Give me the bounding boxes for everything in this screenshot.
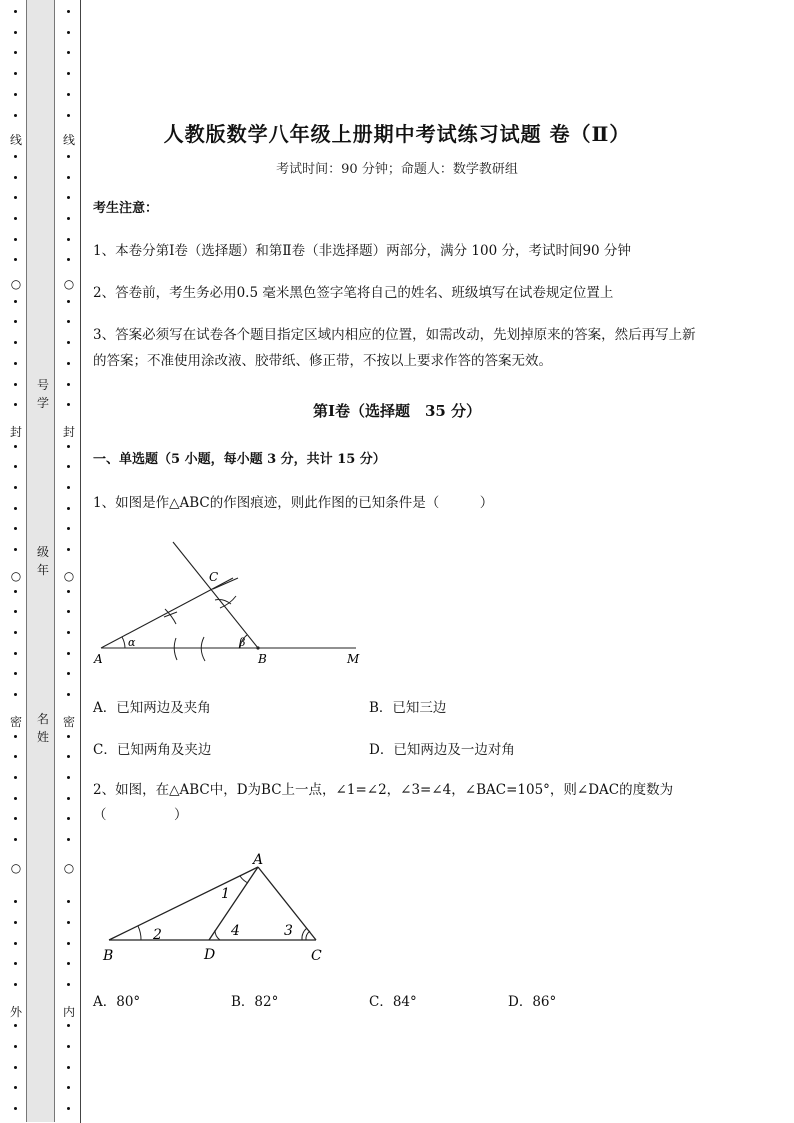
cut-line-dot (67, 527, 70, 530)
cut-line-dot (67, 258, 70, 261)
q1-label-a: A (94, 652, 103, 666)
inner-mark-line: 线 (62, 133, 75, 147)
cut-line-dot (14, 196, 17, 199)
q1-option-b[interactable]: B．已知三边 (369, 700, 447, 716)
cut-line-dot (14, 983, 17, 986)
q1-figure (90, 538, 380, 673)
cut-line-dot (14, 838, 17, 841)
cut-line-dot (67, 652, 70, 655)
section-title: 第Ⅰ卷（选择题 35 分） (312, 402, 482, 420)
outer-mark-secret: 密 (9, 715, 22, 729)
q2-label-b: B (103, 948, 114, 964)
cut-line-dot (67, 1107, 70, 1110)
cut-line-dot (14, 1045, 17, 1048)
outer-mark-circle: ○ (10, 861, 22, 875)
cut-line-dot (67, 942, 70, 945)
q2-label-angle-3: 3 (284, 923, 293, 939)
notice-item-1: 1、本卷分第Ⅰ卷（选择题）和第Ⅱ卷（非选择题）两部分，满分 100 分，考试时间90 分钟 (93, 243, 631, 259)
cut-line-dot (14, 51, 17, 54)
q1-option-c[interactable]: C．已知两角及夹边 (93, 742, 212, 758)
cut-line-dot (67, 693, 70, 696)
cut-line-dot (67, 1045, 70, 1048)
notice-item-3-cont: 的答案；不准使用涂改液、胶带纸、修正带，不按以上要求作答的答案无效。 (93, 353, 552, 369)
outer-mark-outside: 外 (9, 1005, 22, 1019)
cut-line-dot (67, 735, 70, 738)
cut-line-dot (67, 238, 70, 241)
cut-line-dot (67, 507, 70, 510)
inner-mark-circle: ○ (63, 277, 75, 291)
cut-line-dot (67, 776, 70, 779)
cut-line-dot (67, 548, 70, 551)
cut-line-dot (14, 652, 17, 655)
cut-line-dot (67, 797, 70, 800)
cut-line-dot (14, 217, 17, 220)
cut-line-dot (67, 983, 70, 986)
cut-line-dot (67, 72, 70, 75)
cut-line-dot (14, 320, 17, 323)
q2-label-c: C (311, 948, 322, 964)
notice-heading: 考生注意： (93, 201, 159, 216)
cut-line-dot (14, 507, 17, 510)
q2-stem: 2、如图，在△ABC中，D为BC上一点，∠1=∠2，∠3=∠4，∠BAC=105°，则∠DAC的度数为 (93, 782, 674, 798)
inner-mark-seal: 封 (62, 425, 75, 439)
notice-item-3: 3、答案必须写在试卷各个题目指定区域内相应的位置，如需改动，先划掉原来的答案，然后再写上新 (93, 327, 696, 343)
cut-line-dot (67, 31, 70, 34)
q2-label-angle-2: 2 (153, 927, 162, 943)
cut-line-dot (14, 735, 17, 738)
cut-line-dot (67, 921, 70, 924)
cut-line-dot (14, 527, 17, 530)
cut-line-dot (14, 31, 17, 34)
cut-line-dot (67, 755, 70, 758)
cut-line-dot (14, 942, 17, 945)
cut-line-dot (14, 1086, 17, 1089)
notice-item-2: 2、答卷前，考生务必用0.5 毫米黑色签字笔将自己的姓名、班级填写在试卷规定位置上 (93, 285, 614, 301)
inner-mark-inside: 内 (62, 1005, 75, 1019)
cut-line-dot (14, 1024, 17, 1027)
cut-line-dot (14, 693, 17, 696)
cut-line-dot (67, 300, 70, 303)
exam-subtitle: 考试时间：90 分钟；命题人：数学教研组 (276, 162, 518, 177)
cut-line-dot (14, 486, 17, 489)
cut-line-dot (14, 900, 17, 903)
field-class: 级年 (36, 545, 49, 577)
cut-line-dot (14, 258, 17, 261)
cut-line-dot (67, 93, 70, 96)
cut-line-dot (67, 465, 70, 468)
cut-line-dot (67, 1066, 70, 1069)
q1-label-beta: β (239, 636, 246, 649)
cut-line-dot (14, 1066, 17, 1069)
outer-mark-circle: ○ (10, 569, 22, 583)
cut-line-dot (14, 300, 17, 303)
cut-line-dot (14, 445, 17, 448)
q1-label-b: B (258, 652, 267, 666)
exam-title: 人教版数学八年级上册期中考试练习试题 卷（Ⅱ） (163, 122, 631, 146)
cut-line-dot (67, 486, 70, 489)
inner-mark-circle: ○ (63, 569, 75, 583)
cut-line-dot (14, 631, 17, 634)
q1-label-alpha: α (128, 636, 136, 649)
q2-label-a: A (253, 852, 264, 868)
cut-line-dot (14, 755, 17, 758)
cut-line-dot (67, 900, 70, 903)
q2-stem-blank: （ ） (93, 807, 188, 823)
cut-line-dot (67, 196, 70, 199)
cut-line-dot (67, 1086, 70, 1089)
cut-line-dot (14, 465, 17, 468)
cut-line-dot (67, 817, 70, 820)
q2-option-a[interactable]: A．80° (93, 994, 141, 1010)
part-heading: 一、单选题（5 小题，每小题 3 分，共计 15 分） (93, 452, 386, 467)
cut-line-dot (67, 320, 70, 323)
q2-option-b[interactable]: B．82° (231, 994, 279, 1010)
cut-line-dot (67, 362, 70, 365)
cut-line-dot (67, 631, 70, 634)
outer-mark-seal: 封 (9, 425, 22, 439)
outer-mark-circle: ○ (10, 277, 22, 291)
field-name: 名姓 (36, 712, 49, 744)
q1-label-c: C (209, 570, 219, 584)
cut-line-dot (67, 672, 70, 675)
cut-line-dot (67, 341, 70, 344)
cut-line-dot (67, 1024, 70, 1027)
cut-line-dot (14, 776, 17, 779)
cut-line-dot (67, 10, 70, 13)
q1-option-a[interactable]: A．已知两边及夹角 (93, 700, 211, 716)
cut-line-dot (14, 921, 17, 924)
cut-line-dot (67, 962, 70, 965)
cut-line-dot (14, 238, 17, 241)
q1-stem: 1、如图是作△ABC的作图痕迹，则此作图的已知条件是（ ） (93, 495, 494, 511)
q2-label-angle-1: 1 (221, 886, 230, 902)
cut-line-dot (14, 10, 17, 13)
cut-line-dot (14, 817, 17, 820)
cut-line-dot (67, 590, 70, 593)
cut-line-dot (14, 610, 17, 613)
q2-label-angle-4: 4 (231, 923, 240, 939)
q2-option-c[interactable]: C．84° (369, 994, 417, 1010)
cut-line-dot (14, 590, 17, 593)
q1-option-d[interactable]: D．已知两边及一边对角 (369, 742, 515, 758)
cut-line-dot (14, 797, 17, 800)
cut-line-dot (14, 548, 17, 551)
cut-line-dot (14, 383, 17, 386)
inner-mark-secret: 密 (62, 715, 75, 729)
field-student-number: 号学 (36, 378, 49, 410)
outer-mark-line: 线 (9, 133, 22, 147)
cut-line-dot (67, 445, 70, 448)
cut-line-dot (67, 51, 70, 54)
q2-label-d: D (204, 947, 216, 963)
q2-option-d[interactable]: D．86° (508, 994, 557, 1010)
cut-line-dot (14, 362, 17, 365)
cut-line-dot (14, 114, 17, 117)
cut-line-dot (14, 93, 17, 96)
cut-line-dot (67, 114, 70, 117)
cut-line-dot (14, 962, 17, 965)
cut-line-dot (67, 610, 70, 613)
cut-line-dot (67, 383, 70, 386)
cut-line-dot (14, 672, 17, 675)
cut-line-dot (14, 72, 17, 75)
inner-mark-circle: ○ (63, 861, 75, 875)
cut-line-dot (14, 341, 17, 344)
cut-line-dot (67, 217, 70, 220)
cut-line-dot (67, 838, 70, 841)
cut-line-dot (14, 1107, 17, 1110)
q2-figure (100, 848, 335, 968)
q1-label-m: M (347, 652, 360, 666)
